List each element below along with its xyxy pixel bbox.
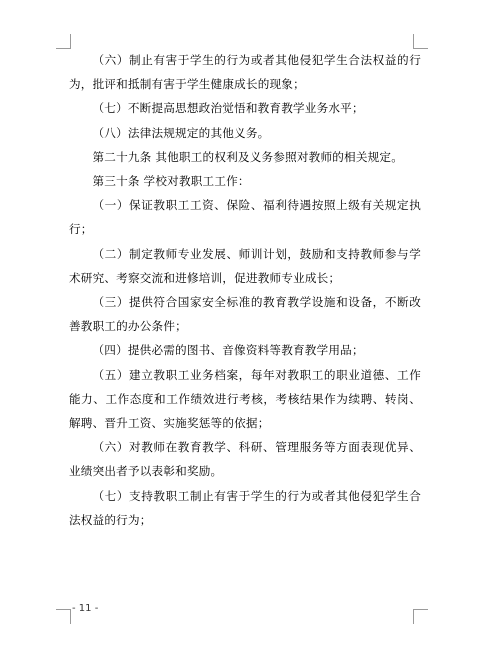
paragraph-article-29: 第二十九条 其他职工的权利及义务参照对教师的相关规定。 (92, 149, 404, 164)
paragraph-item-7: （七）不断提高思想政治觉悟和教育教学业务水平； (92, 101, 364, 116)
paragraph-duty-5: （五）建立教职工业务档案，每年对教职工的职业道德、工作能力、工作态度和工作绩效进行考核，考核结果作为续聘、转岗、解聘、晋升工资、实施奖惩等的依据； (69, 367, 421, 431)
paragraph-duty-3: （三）提供符合国家安全标准的教育教学设施和设备，不断改善教职工的办公条件； (69, 295, 421, 334)
paragraph-duty-6: （六）对教师在教育教学、科研、管理服务等方面表现优异、业绩突出者予以表彰和奖励。 (69, 440, 421, 479)
paragraph-article-30: 第三十条 学校对教职工工作： (92, 174, 250, 189)
paragraph-item-6: （六）制止有害于学生的行为或者其他侵犯学生合法权益的行为，批评和抵制有害于学生健康成长的现象； (69, 53, 421, 92)
paragraph-item-8: （八）法律法规规定的其他义务。 (92, 125, 270, 140)
paragraph-duty-2: （二）制定教师专业发展、师训计划，鼓励和支持教师参与学术研究、考察交流和进修培训，促进教师专业成长； (69, 246, 421, 285)
page-number: - 11 - (72, 603, 99, 614)
crop-mark-top-left (56, 34, 71, 49)
paragraph-duty-1: （一）保证教职工工资、保险、福利待遇按照上级有关规定执行； (69, 198, 421, 237)
crop-mark-bottom-right (413, 609, 428, 624)
paragraph-duty-4: （四）提供必需的图书、音像资料等教育教学用品； (92, 343, 364, 358)
paragraph-duty-7: （七）支持教职工制止有害于学生的行为或者其他侵犯学生合法权益的行为； (69, 488, 421, 527)
document-body (69, 48, 421, 532)
crop-mark-bottom-left (56, 609, 71, 624)
crop-mark-top-right (413, 34, 428, 49)
